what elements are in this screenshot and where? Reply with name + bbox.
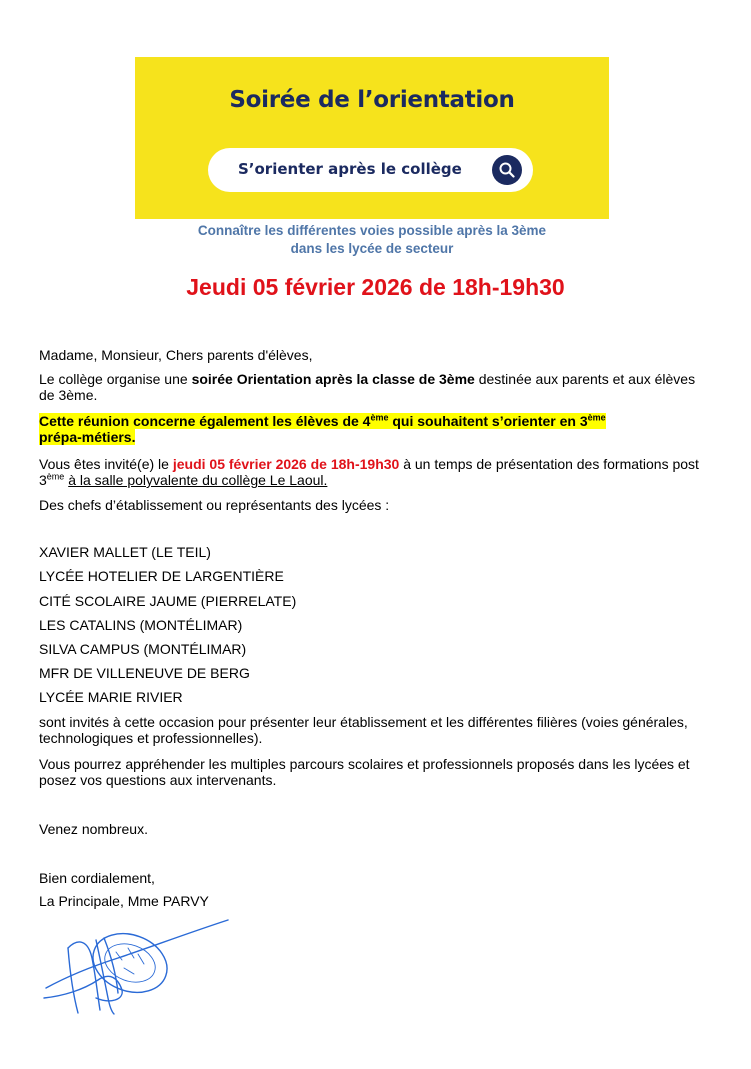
school-item: CITÉ SCOLAIRE JAUME (PIERRELATE): [39, 593, 297, 609]
subtitle-line-1: Connaître les différentes voies possible après la 3ème: [197, 223, 547, 238]
signature-stroke: [68, 942, 100, 1010]
event-date-heading: Jeudi 05 février 2026 de 18h-19h30: [186, 274, 565, 300]
subtitle-line-2: dans les lycée de secteur: [290, 241, 454, 256]
stamp-outline: [85, 924, 176, 1003]
intro-text-b: destinée aux parents et aux élèves de 3ème.: [39, 371, 696, 403]
highlight-text-c: prépa-métiers.: [39, 429, 136, 445]
school-item: MFR DE VILLENEUVE DE BERG: [39, 665, 250, 681]
signatory: La Principale, Mme PARVY: [39, 893, 209, 909]
highlight-text-b: qui souhaitent s’orienter en 3: [388, 413, 588, 429]
invitation-sup: ème: [46, 471, 65, 482]
paragraph-representatives: Des chefs d’établissement ou représentants des lycées :: [39, 497, 390, 513]
greeting: Madame, Monsieur, Chers parents d'élèves,: [39, 347, 313, 363]
signature-stroke: [44, 976, 122, 1000]
invitation-text-b: à un temps de présentation des formations post 3: [39, 456, 699, 488]
intro-text-a: Le collège organise une: [39, 371, 192, 387]
search-bar-graphic: [208, 148, 533, 192]
school-item: LES CATALINS (MONTÉLIMAR): [39, 617, 243, 633]
invitation-location: à la salle polyvalente du collège Le Laoul.: [68, 472, 328, 488]
paragraph-discover: Vous pourrez appréhender les multiples parcours scolaires et professionnels proposés dans les lycées et posez vos questions aux intervenants.: [39, 756, 690, 788]
invitation-text-a: Vous êtes invité(e) le: [39, 456, 173, 472]
highlight-text-a: Cette réunion concerne également les élèves de 4: [39, 413, 371, 429]
signature-stamp: [38, 918, 238, 1028]
intro-text-bold: soirée Orientation après la classe de 3ème: [191, 371, 475, 387]
event-banner: [135, 57, 609, 219]
paragraph-intro: [39, 371, 699, 403]
highlight-sup-1: ème: [370, 412, 389, 423]
paragraph-invited: sont invités à cette occasion pour présenter leur établissement et les différentes filières (voies générales, technologiques et professionnelles).: [39, 714, 688, 746]
banner-title: Soirée de l’orientation: [229, 87, 515, 113]
invitation-date: jeudi 05 février 2026 de 18h-19h30: [172, 456, 400, 472]
closing-exhortation: Venez nombreux.: [39, 821, 148, 837]
signature-stroke: [68, 948, 78, 1013]
stamp-inner-ring: [99, 937, 160, 989]
school-item: SILVA CAMPUS (MONTÉLIMAR): [39, 641, 247, 657]
search-icon: [492, 155, 522, 185]
school-item: XAVIER MALLET (LE TEIL): [39, 544, 211, 560]
school-item: LYCÉE MARIE RIVIER: [39, 689, 183, 705]
closing-salutation: Bien cordialement,: [39, 870, 155, 886]
paragraph-invitation: [39, 456, 699, 488]
school-item: LYCÉE HOTELIER DE LARGENTIÈRE: [39, 568, 284, 584]
search-bar-text: S’orienter après le collège: [238, 160, 462, 178]
paragraph-highlight: [39, 413, 699, 445]
signature-stroke: [116, 948, 144, 974]
highlight-sup-2: ème: [587, 412, 606, 423]
subtitle: [120, 222, 624, 258]
signature-stroke: [46, 920, 228, 988]
